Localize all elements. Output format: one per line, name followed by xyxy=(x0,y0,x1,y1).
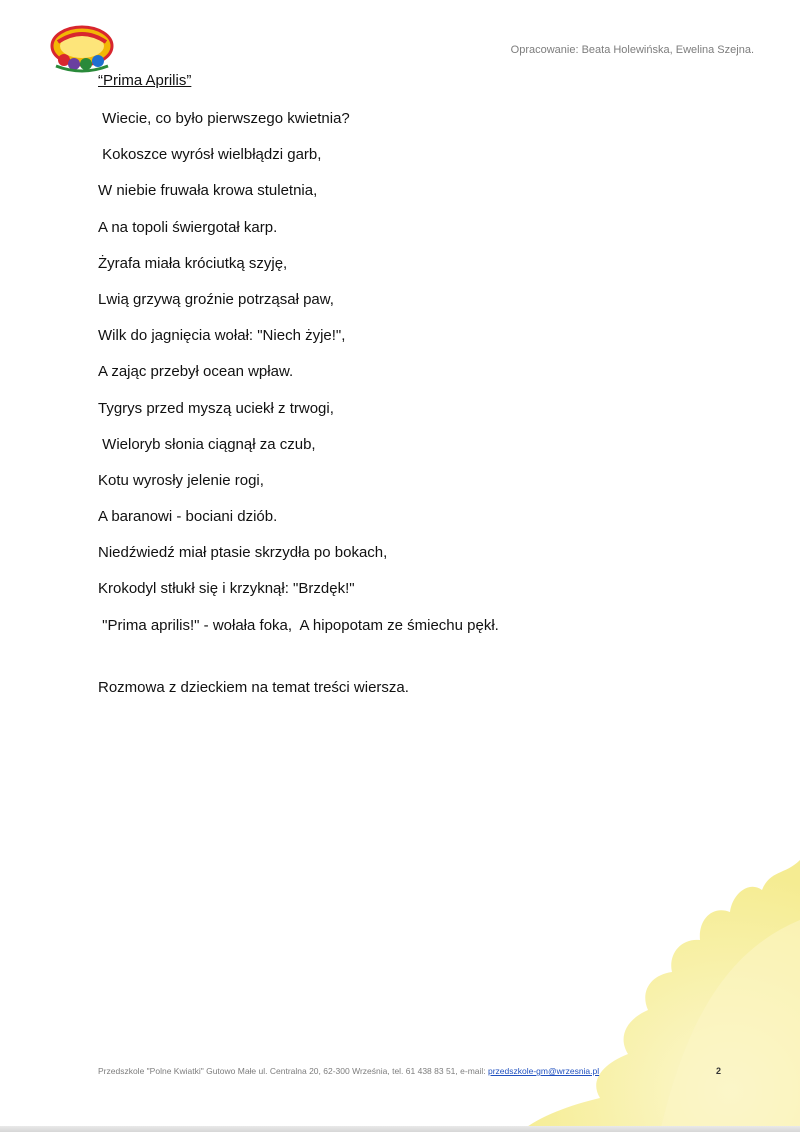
poem-line: Wiecie, co było pierwszego kwietnia? xyxy=(98,110,350,127)
preschool-logo-icon xyxy=(48,24,116,76)
footer-email-link[interactable]: przedszkole-gm@wrzesnia.pl xyxy=(488,1066,600,1076)
poem-body xyxy=(98,110,499,653)
sun-decoration-icon xyxy=(500,850,800,1132)
page-bottom-edge xyxy=(0,1126,800,1132)
closing-note: Rozmowa z dzieckiem na temat treści wiersza. xyxy=(98,679,409,696)
poem-line: A zając przebył ocean wpław. xyxy=(98,363,294,381)
poem-line: Kokoszce wyrósł wielbłądzi garb, xyxy=(98,146,322,164)
poem-line: Żyrafa miała króciutką szyję, xyxy=(98,254,288,272)
poem-title: “Prima Aprilis” xyxy=(98,72,192,89)
poem-line: Krokodyl stłukł się i krzyknął: "Brzdęk!" xyxy=(98,580,355,598)
poem-line: W niebie fruwała krowa stuletnia, xyxy=(98,182,318,200)
footer-address: Przedszkole "Polne Kwiatki" Gutowo Małe ul. Centralna 20, 62-300 Września, tel. 61 438 83 51, e-mail: xyxy=(98,1066,488,1076)
page-number: 2 xyxy=(716,1066,722,1076)
poem-line: Wilk do jagnięcia wołał: "Niech żyje!", xyxy=(98,327,346,345)
poem-line: Tygrys przed myszą uciekł z trwogi, xyxy=(98,399,334,417)
poem-line: "Prima aprilis!" - wołała foka, A hipopotam ze śmiechu pękł. xyxy=(98,616,499,634)
poem-line: Kotu wyrosły jelenie rogi, xyxy=(98,471,264,489)
poem-line: Lwią grzywą groźnie potrząsał paw, xyxy=(98,290,334,308)
poem-line: A na topoli świergotał karp. xyxy=(98,218,278,236)
poem-line: Niedźwiedź miał ptasie skrzydła po bokach, xyxy=(98,544,388,562)
footer-contact xyxy=(98,1066,599,1076)
poem-line: Wieloryb słonia ciągnął za czub, xyxy=(98,435,316,453)
header-authors: Opracowanie: Beata Holewińska, Ewelina Szejna. xyxy=(510,44,754,56)
poem-line: A baranowi - bociani dziób. xyxy=(98,508,278,526)
